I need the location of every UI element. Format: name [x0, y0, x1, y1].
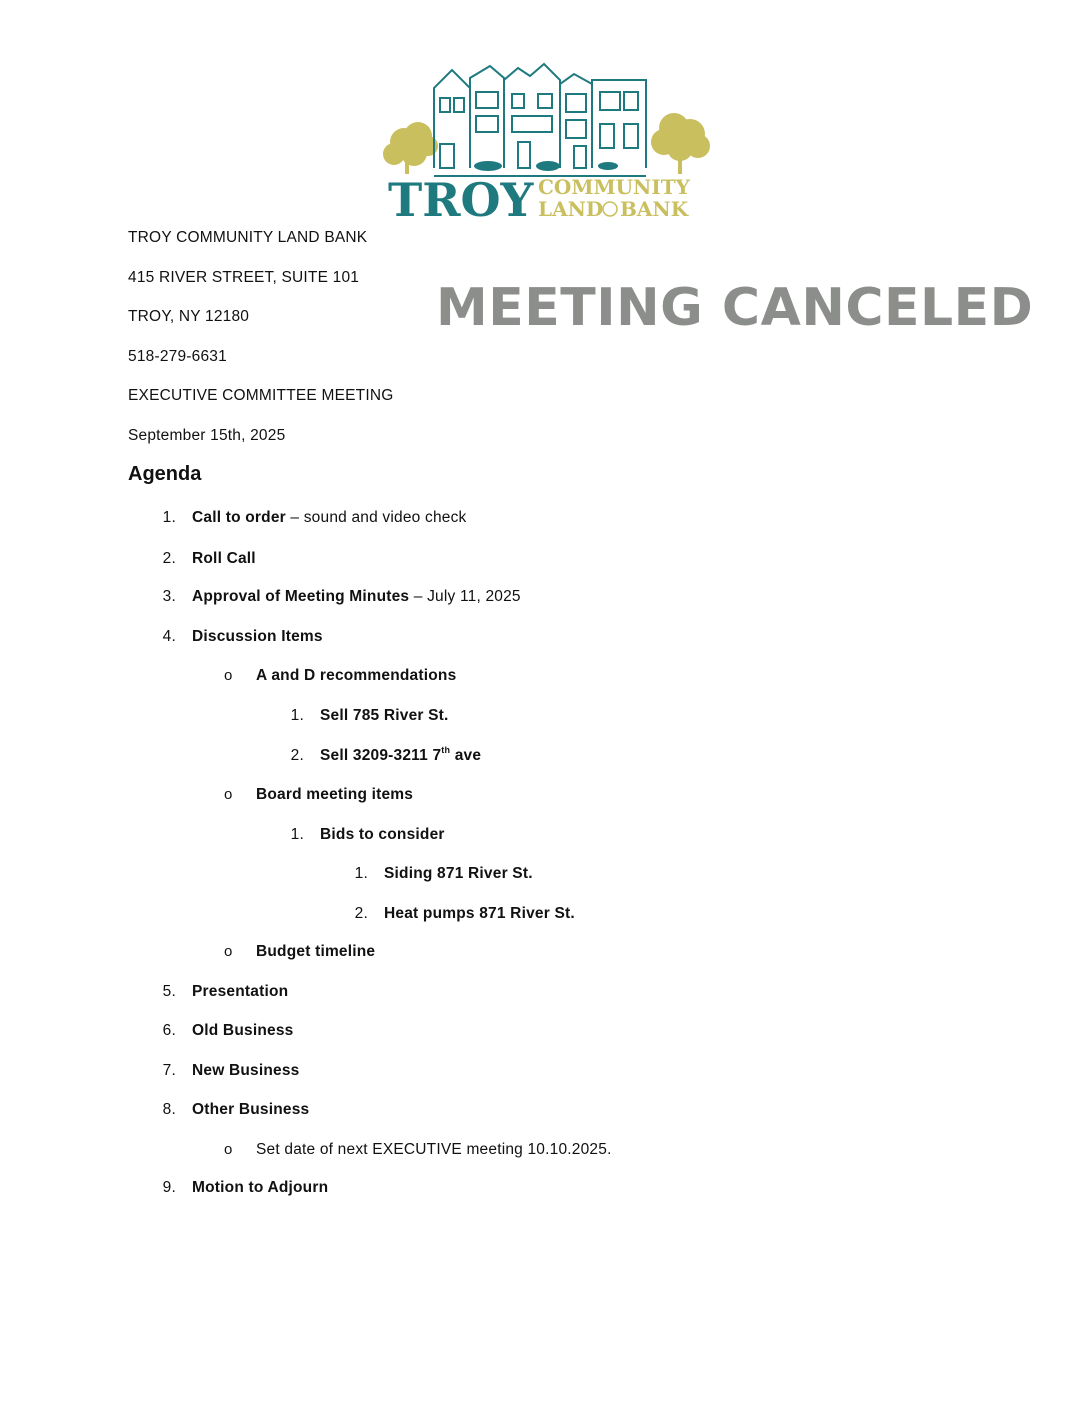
- phone-number: 518-279-6631: [128, 348, 227, 365]
- item-label: Old Business: [192, 1022, 294, 1039]
- item-number: 6.: [162, 1022, 176, 1039]
- meeting-canceled-banner: MEETING CANCELED: [436, 278, 1034, 338]
- bullet-icon: o: [224, 1141, 233, 1158]
- tree-right-icon: [651, 113, 710, 174]
- tree-left-icon: [383, 122, 438, 174]
- item-label: Heat pumps 871 River St.: [384, 905, 575, 922]
- item-label: Call to order: [192, 509, 286, 526]
- item-number: 2.: [290, 747, 304, 764]
- item-number: 5.: [162, 983, 176, 1000]
- item-number: 7.: [162, 1062, 176, 1079]
- item-number: 1.: [290, 826, 304, 843]
- bullet-icon: o: [224, 667, 233, 684]
- bullet-icon: o: [224, 786, 233, 803]
- item-label: Other Business: [192, 1101, 310, 1118]
- item-label: Sell 785 River St.: [320, 707, 449, 724]
- agenda-title: Agenda: [128, 463, 202, 485]
- item-label: Motion to Adjourn: [192, 1179, 329, 1196]
- item-label: Siding 871 River St.: [384, 865, 533, 882]
- item-label: Set date of next EXECUTIVE meeting 10.10.2025.: [256, 1141, 612, 1158]
- bullet-icon: o: [224, 943, 233, 960]
- org-name: TROY COMMUNITY LAND BANK: [128, 229, 368, 246]
- item-label: Budget timeline: [256, 943, 376, 960]
- item-detail: – sound and video check: [285, 509, 467, 526]
- item-label: Bids to consider: [320, 826, 445, 843]
- item-number: 8.: [162, 1101, 176, 1118]
- seal-icon: [603, 202, 617, 216]
- item-detail: – July 11, 2025: [409, 588, 521, 605]
- meeting-name: EXECUTIVE COMMITTEE MEETING: [128, 387, 394, 404]
- item-label: Presentation: [192, 983, 289, 1000]
- item-label-tail: ave: [450, 747, 482, 764]
- item-number: 9.: [162, 1179, 176, 1196]
- logo-word-community: COMMUNITY: [538, 175, 690, 199]
- logo-word-land: LAND: [538, 197, 604, 221]
- logo-word-bank: BANK: [620, 197, 689, 221]
- row-houses-icon: [434, 64, 646, 176]
- item-number: 3.: [162, 588, 176, 605]
- item-number: 2.: [354, 905, 368, 922]
- item-number: 1.: [290, 707, 304, 724]
- troy-land-bank-logo: [378, 58, 718, 223]
- item-label: Approval of Meeting Minutes: [192, 588, 410, 605]
- item-number: 1.: [162, 509, 176, 526]
- shrubs-icon: [474, 161, 618, 171]
- street-address: 415 RIVER STREET, SUITE 101: [128, 269, 360, 286]
- item-label: Sell 3209-3211 7: [320, 747, 442, 764]
- ordinal-suffix: th: [441, 745, 451, 755]
- item-number: 1.: [354, 865, 368, 882]
- item-label: Roll Call: [192, 550, 256, 567]
- city-state-zip: TROY, NY 12180: [128, 308, 250, 325]
- item-number: 4.: [162, 628, 176, 645]
- meeting-date: September 15th, 2025: [128, 427, 286, 444]
- logo-word-troy: TROY: [388, 173, 534, 223]
- item-label: New Business: [192, 1062, 300, 1079]
- item-label: Discussion Items: [192, 628, 323, 645]
- item-label: A and D recommendations: [256, 667, 457, 684]
- item-label: Board meeting items: [256, 786, 414, 803]
- item-number: 2.: [162, 550, 176, 567]
